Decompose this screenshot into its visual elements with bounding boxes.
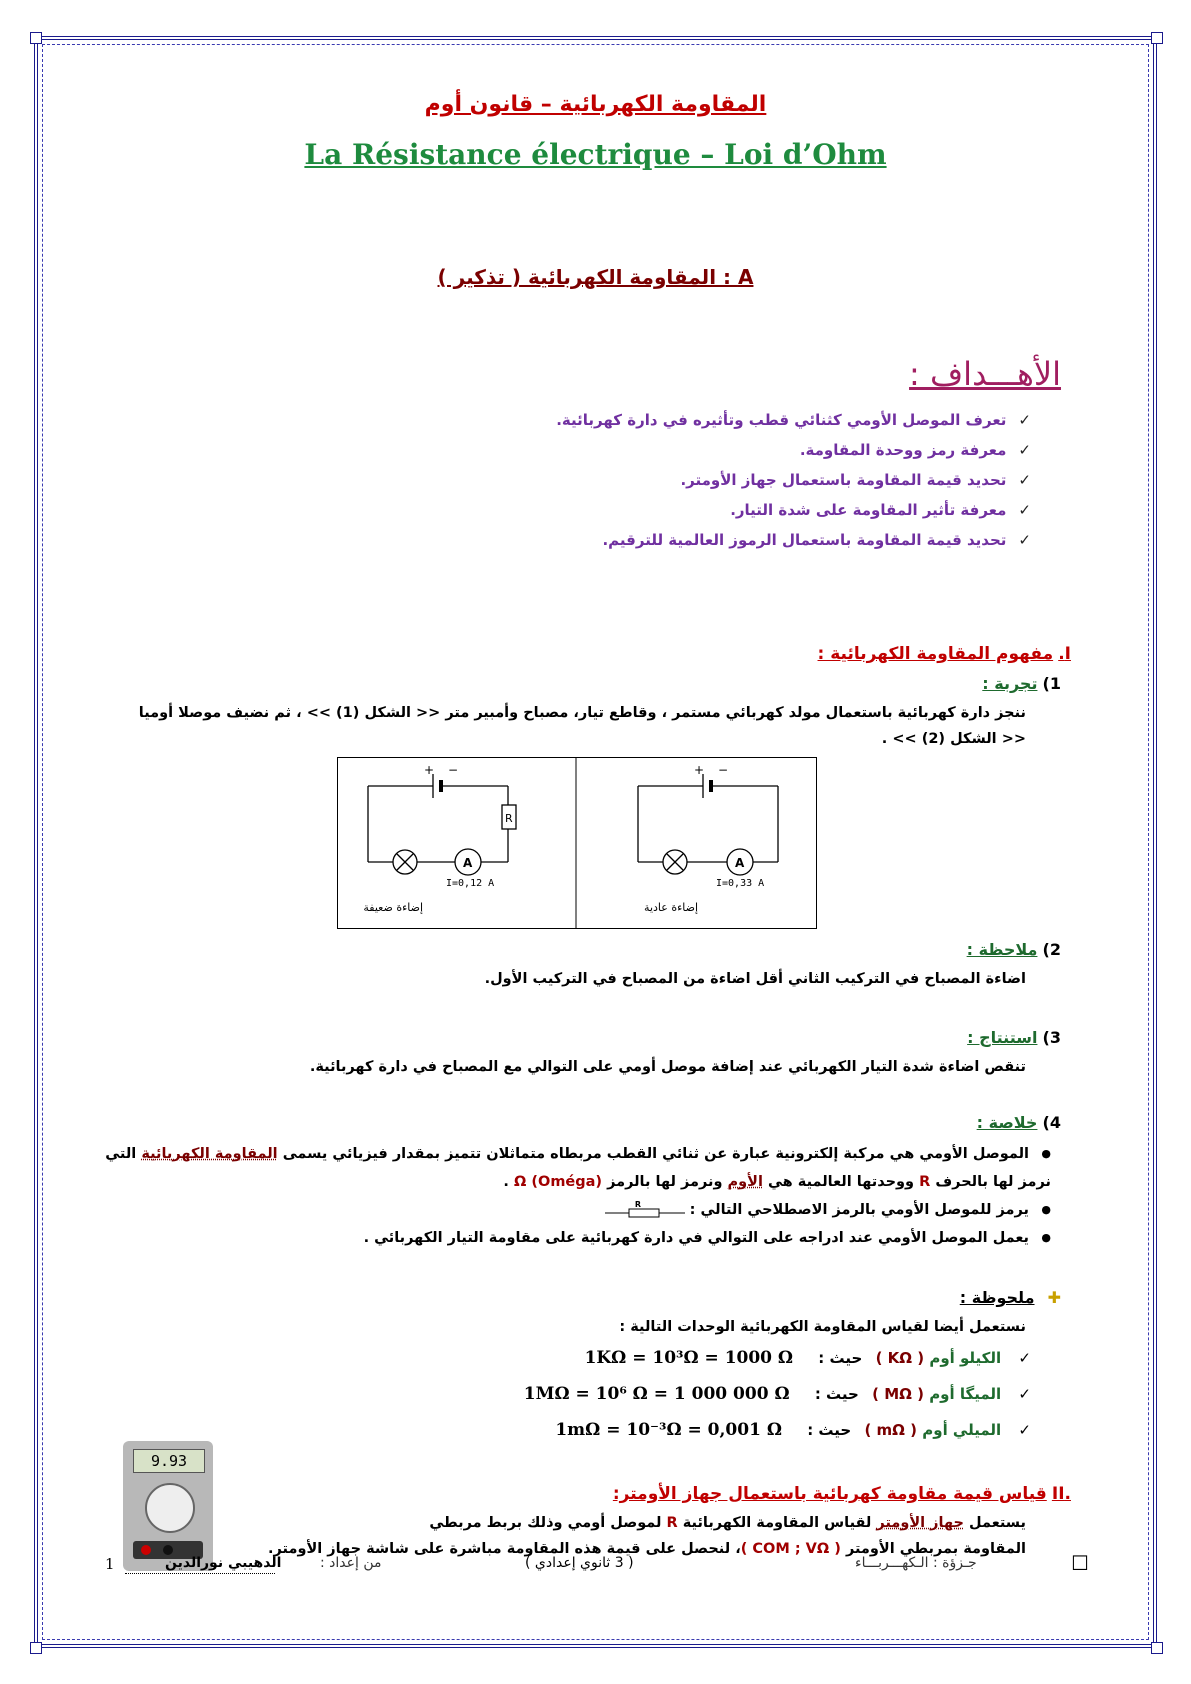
checkmark-icon: ✓ [1018,531,1031,549]
circuit-2 [368,774,516,875]
footer-prepared-by: من إعداد : [320,1555,382,1571]
caption-left: إضاءة ضعيفة [363,901,423,914]
page-footer [105,1551,1095,1581]
objectives-heading: الأهـــداف : [909,355,1061,393]
objectives-list [231,405,1031,555]
checkmark-icon: ✓ [1018,501,1031,519]
current-value-left: I=0,12 A [446,878,495,889]
checkmark-icon: ✓ [1018,471,1031,489]
corner-ornament [30,32,42,44]
conclusion-heading: 3) استنتاج : [967,1028,1061,1047]
experiment-heading: 1) تجربة : [982,674,1061,693]
current-value-right: I=0,33 A [716,878,765,889]
meter-display: 9.93 [133,1449,205,1473]
unit-row: ✓ الكيلو أوم ( KΩ ) حيث : 1KΩ = 10³Ω = 1000 Ω [584,1348,1031,1368]
objective-item: ✓تحديد قيمة المقاومة باستعمال جهاز الأومتر. [680,471,1031,489]
experiment-text: ننجز دارة كهربائية باستعمال مولد كهربائي مستمر ، وقاطع تيار، مصباح وأمبير متر << الشكل (1) >> ، ثم نضيف موصلا أوميا << الشكل (2) >> . [138,705,1026,747]
objective-item: ✓معرفة تأثير المقاومة على شدة التيار. [730,501,1031,519]
resistor-label: R [505,812,513,825]
circuit-figure [337,757,817,929]
note-text: اضاءة المصباح في التركيب الثاني أقل اضاءة من المصباح في التركيب الأول. [484,971,1026,987]
checkbox-icon: ☐ [1071,1551,1089,1575]
section-2-heading: .II قياس قيمة مقاومة كهربائية باستعمال جهاز الأومتر: [612,1484,1071,1504]
page-number: 1 [105,1555,115,1573]
objective-item: ✓تحديد قيمة المقاومة باستعمال الرموز العالمية للترقيم. [602,531,1031,549]
svg-text:R: R [634,1200,641,1209]
circuit-1 [638,774,778,875]
objective-item: ✓تعرف الموصل الأومي كثنائي قطب وتأثيره في دارة كهربائية. [556,411,1031,429]
corner-ornament [1151,1642,1163,1654]
units-list [331,1340,1031,1448]
remark-heading: ✚ ملحوظة : [959,1288,1061,1307]
circuit-diagram [338,758,816,928]
minus-sign: − [448,763,459,777]
pin-icon: ✚ [1047,1288,1061,1307]
summary-item: ● يعمل الموصل الأومي عند ادراجه على التوالي في دارة كهربائية على مقاومة التيار الكهربائي . [101,1224,1051,1252]
note-heading: 2) ملاحظة : [966,940,1061,959]
ammeter-label: A [735,856,745,870]
plus-sign: + [424,763,435,777]
checkmark-icon: ✓ [1018,1349,1031,1367]
corner-ornament [30,1642,42,1654]
ammeter-label: A [463,856,473,870]
checkmark-icon: ✓ [1018,1385,1031,1403]
unit-row: ✓ الميلي أوم ( mΩ ) حيث : 1mΩ = 10⁻³Ω = 0,001 Ω [555,1420,1031,1440]
section-1-heading: I. مفهوم المقاومة الكهربائية : [817,644,1071,664]
remark-intro: نستعمل أيضا لقياس المقاومة الكهربائية الوحدات التالية : [619,1319,1026,1335]
section-2-text: يستعمل جهاز الأومتر لقياس المقاومة الكهربائية R لموصل أومي وذلك بربط مربطي المقاومة بمربطي الأومتر ( COM ; VΩ )، لنحصل على قيمة هذه المقاومة مباشرة على شاشة جهاز الأومتر. [268,1515,1026,1557]
title-arabic: المقاومة الكهربائية – قانون أوم [424,92,767,117]
objective-item: ✓معرفة رمز ووحدة المقاومة. [799,441,1031,459]
footer-part: جـزؤة : الـكهـــربـــاء [855,1555,977,1571]
footer-level: ( 3 ثانوي إعدادي ) [525,1555,634,1571]
summary-item: ● الموصل الأومي هي مركبة إلكترونية عبارة عن ثنائي القطب مربطاه متماثلان تتميز بمقدار فيزيائي يسمى المقاومة الكهربائية التي نرمز لها بالحرف R ووحدتها العالمية هي الأوم ونرمز لها بالرمز Ω (Oméga) . [101,1140,1051,1196]
resistor-symbol [605,1199,685,1221]
conclusion-text: تنقص اضاءة شدة التيار الكهربائي عند إضافة موصل أومي على التوالي مع المصباح في دارة كهربائية. [309,1059,1026,1075]
minus-sign: − [718,763,729,777]
caption-right: إضاءة عادية [644,901,698,914]
plus-sign: + [694,763,705,777]
summary-heading: 4) خلاصة : [976,1113,1061,1132]
unit-row: ✓ الميگا أوم ( MΩ ) حيث : 1MΩ = 10⁶ Ω = 1 000 000 Ω [523,1384,1031,1404]
checkmark-icon: ✓ [1018,411,1031,429]
footer-author: الدهيبي نورالدين [165,1555,282,1571]
section-a-heading: A : المقاومة الكهربائية ( تذكير ) [437,265,754,289]
corner-ornament [1151,32,1163,44]
checkmark-icon: ✓ [1018,441,1031,459]
summary-item: ● يرمز للموصل الأومي بالرمز الاصطلاحي التالي : R [101,1196,1051,1224]
checkmark-icon: ✓ [1018,1421,1031,1439]
summary-list [101,1140,1051,1252]
title-french: La Résistance électrique – Loi d’Ohm [304,138,887,171]
